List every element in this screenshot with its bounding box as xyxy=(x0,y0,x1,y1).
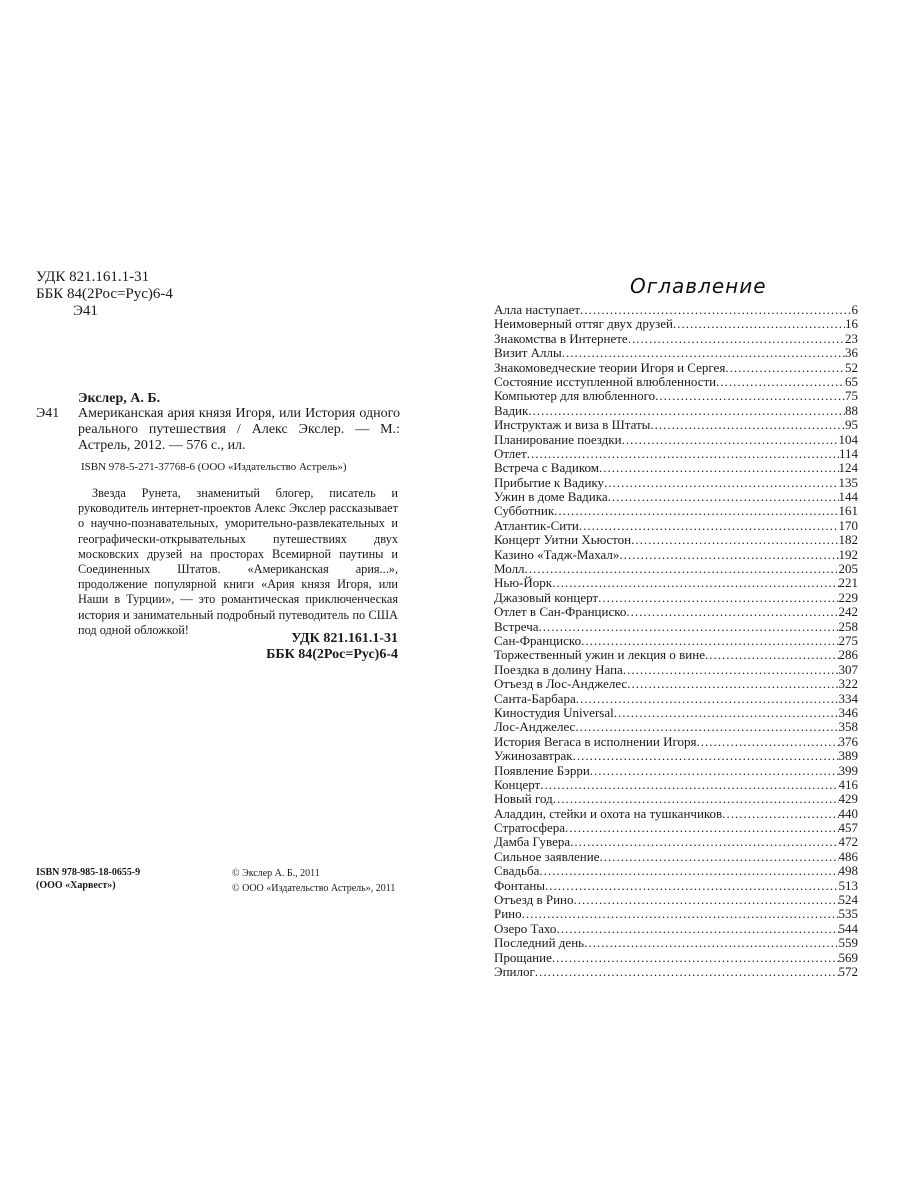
toc-leader-dots xyxy=(565,821,839,835)
isbn-harvest-block xyxy=(36,866,140,892)
toc-entry-title: Эпилог xyxy=(494,964,535,979)
isbn-harvest: ISBN 978-985-18-0655-9 xyxy=(36,867,141,878)
toc-entry-page: 182 xyxy=(838,533,858,548)
toc-entry-title: Стратосфера xyxy=(494,821,565,836)
toc-leader-dots xyxy=(527,447,839,461)
toc-entry-page: 286 xyxy=(838,648,858,663)
toc-entry-title: Субботник xyxy=(494,504,555,519)
toc-leader-dots xyxy=(570,835,838,849)
toc-leader-dots xyxy=(623,663,839,677)
toc-leader-dots xyxy=(576,692,839,706)
toc-entry-page: 75 xyxy=(845,389,858,404)
toc-leader-dots xyxy=(598,591,838,605)
toc-title: Оглавление xyxy=(630,274,767,298)
toc-leader-dots xyxy=(722,807,838,821)
toc-entry xyxy=(494,893,858,907)
toc-entry-page: 440 xyxy=(838,806,858,821)
toc-entry-title: Инструктаж и виза в Штаты xyxy=(494,418,651,433)
toc-entry xyxy=(494,807,858,821)
toc-entry xyxy=(494,519,858,533)
toc-leader-dots xyxy=(539,620,839,634)
toc-leader-dots xyxy=(650,418,845,432)
toc-entry-page: 229 xyxy=(838,590,858,605)
toc-entry xyxy=(494,735,858,749)
toc-entry-title: Рино xyxy=(494,907,522,922)
udk-code: УДК 821.161.1-31 xyxy=(36,269,150,285)
bibliographic-description: Американская ария князя Игоря, или История одного реального путешествия / Алекс Экслер. — М.: Астрель, 2012. — 576 с., ил. xyxy=(78,406,400,453)
toc-entry xyxy=(494,778,858,792)
author-mark: Э41 xyxy=(73,303,98,319)
toc-entry xyxy=(494,792,858,806)
toc-entry xyxy=(494,605,858,619)
toc-leader-dots xyxy=(604,476,838,490)
toc-entry-page: 472 xyxy=(838,835,858,850)
toc-entry-page: 221 xyxy=(838,576,858,591)
toc-entry-title: Фонтаны xyxy=(494,878,546,893)
toc-entry-page: 334 xyxy=(838,691,858,706)
toc-leader-dots xyxy=(575,720,838,734)
toc-entry-page: 52 xyxy=(845,360,858,375)
toc-entry-page: 65 xyxy=(845,374,858,389)
toc-entry-title: Озеро Тахо xyxy=(494,921,557,936)
toc-entry-page: 135 xyxy=(838,475,858,490)
toc-leader-dots xyxy=(627,677,838,691)
toc-entry-page: 358 xyxy=(838,720,858,735)
toc-entry xyxy=(494,907,858,921)
toc-entry-page: 346 xyxy=(838,705,858,720)
toc-leader-dots xyxy=(540,778,838,792)
toc-entry xyxy=(494,576,858,590)
toc-entry xyxy=(494,433,858,447)
toc-entry xyxy=(494,720,858,734)
toc-entry xyxy=(494,476,858,490)
toc-entry-title: Джазовый концерт xyxy=(494,590,599,605)
toc-entry-title: Визит Аллы xyxy=(494,346,562,361)
toc-leader-dots xyxy=(535,965,839,979)
toc-entry xyxy=(494,749,858,763)
udk-block-top xyxy=(36,269,173,320)
toc-entry-page: 569 xyxy=(838,950,858,965)
toc-entry-title: Отъезд в Рино xyxy=(494,893,574,908)
toc-leader-dots xyxy=(673,317,845,331)
toc-entry-title: Лос-Анджелес xyxy=(494,720,576,735)
toc-entry-title: Нью-Йорк xyxy=(494,576,553,591)
toc-entry-title: Сильное заявление xyxy=(494,849,600,864)
toc-leader-dots xyxy=(590,764,839,778)
toc-entry-title: Ужин в доме Вадика xyxy=(494,490,608,505)
toc-leader-dots xyxy=(522,907,839,921)
toc-entry-title: Киностудия Universal xyxy=(494,705,614,720)
toc-entry-title: Знакомоведческие теории Игоря и Сергея xyxy=(494,360,726,375)
toc-entry-page: 36 xyxy=(845,346,858,361)
toc-entry-page: 161 xyxy=(838,504,858,519)
toc-entry-page: 535 xyxy=(838,907,858,922)
toc-entry xyxy=(494,332,858,346)
toc-entry-title: Аладдин, стейки и охота на тушканчиков xyxy=(494,806,723,821)
toc-entry-page: 88 xyxy=(845,403,858,418)
toc-leader-dots xyxy=(528,404,845,418)
toc-entry-page: 486 xyxy=(838,849,858,864)
toc-entry-page: 144 xyxy=(838,490,858,505)
toc-entry-page: 322 xyxy=(838,677,858,692)
toc-entry-page: 170 xyxy=(838,518,858,533)
toc-entry-title: Концерт xyxy=(494,777,541,792)
toc-entry-page: 258 xyxy=(838,619,858,634)
toc-entry xyxy=(494,850,858,864)
annotation: Звезда Рунета, знаменитый блогер, писатель и руководитель интернет-проектов Алекс Экслер рассказывает о научно-познавательных, уморительно-развлекательных и географически-открывательных путешествиях двух московских друзей на просторах Всемирной паутины и Соединенных Штатов. «Американская ария...», продолжение популярной книги «Ария князя Игоря, или Наши в Турции», — это романтическая приключенческая история и занимательный подробный путеводитель по США под одной обложкой! xyxy=(78,486,398,637)
toc-leader-dots xyxy=(696,735,838,749)
toc-entry-title: Встреча xyxy=(494,619,539,634)
toc-entry xyxy=(494,965,858,979)
toc-entry xyxy=(494,677,858,691)
toc-leader-dots xyxy=(574,893,839,907)
publisher-harvest: (ООО «Харвест») xyxy=(36,880,116,891)
toc-entry-title: Сан-Франциско xyxy=(494,633,582,648)
toc-entry xyxy=(494,835,858,849)
toc-entry-page: 307 xyxy=(838,662,858,677)
toc-entry-title: История Вегаса в исполнении Игоря xyxy=(494,734,697,749)
toc-entry-title: Концерт Уитни Хьюстон xyxy=(494,533,632,548)
toc-entry xyxy=(494,404,858,418)
toc-leader-dots xyxy=(599,850,838,864)
toc-leader-dots xyxy=(581,634,838,648)
toc-entry-title: Атлантик-Сити xyxy=(494,518,579,533)
toc-leader-dots xyxy=(539,864,838,878)
toc-entry xyxy=(494,922,858,936)
toc-leader-dots xyxy=(580,303,851,317)
toc-entry-page: 192 xyxy=(838,547,858,562)
toc-leader-dots xyxy=(579,519,839,533)
toc-entry xyxy=(494,317,858,331)
toc-entry xyxy=(494,303,858,317)
bbk-code-bottom: ББК 84(2Рос=Рус)6-4 xyxy=(266,647,398,662)
toc-entry-page: 104 xyxy=(838,432,858,447)
toc-entry xyxy=(494,648,858,662)
toc-entry xyxy=(494,634,858,648)
toc-entry xyxy=(494,389,858,403)
toc-entry xyxy=(494,361,858,375)
toc-entry xyxy=(494,936,858,950)
toc-entry-page: 429 xyxy=(838,792,858,807)
toc-leader-dots xyxy=(584,936,838,950)
toc-entry xyxy=(494,461,858,475)
bbk-code: ББК 84(2Рос=Рус)6-4 xyxy=(36,286,173,302)
toc-leader-dots xyxy=(552,576,838,590)
toc-leader-dots xyxy=(552,951,839,965)
toc-entry-page: 498 xyxy=(838,864,858,879)
toc-leader-dots xyxy=(716,375,845,389)
toc-entry-title: Компьютер для влюбленного xyxy=(494,389,656,404)
toc-leader-dots xyxy=(619,548,838,562)
toc-leader-dots xyxy=(556,922,838,936)
toc-leader-dots xyxy=(545,879,838,893)
toc-entry xyxy=(494,663,858,677)
udk-block-bottom xyxy=(228,631,398,663)
toc-entry xyxy=(494,821,858,835)
toc-entry-page: 399 xyxy=(838,763,858,778)
toc-entry xyxy=(494,346,858,360)
toc-entry-title: Новый год xyxy=(494,792,553,807)
toc-entry xyxy=(494,418,858,432)
table-of-contents xyxy=(494,303,858,979)
toc-leader-dots xyxy=(705,648,839,662)
toc-entry-title: Санта-Барбара xyxy=(494,691,576,706)
toc-entry-title: Казино «Тадж-Махал» xyxy=(494,547,620,562)
toc-entry xyxy=(494,375,858,389)
copyright-block xyxy=(232,866,395,896)
author-name: Экслер, А. Б. xyxy=(78,391,161,406)
toc-entry-title: Торжественный ужин и лекция о вине xyxy=(494,648,705,663)
toc-leader-dots xyxy=(655,389,845,403)
isbn-astrel: ISBN 978-5-271-37768-6 (ООО «Издательство Астрель») xyxy=(81,461,347,473)
toc-entry-page: 6 xyxy=(851,303,858,317)
toc-entry-title: Свадьба xyxy=(494,864,540,879)
toc-entry-page: 16 xyxy=(845,317,858,332)
toc-leader-dots xyxy=(725,361,845,375)
toc-entry xyxy=(494,562,858,576)
copyright-author: © Экслер А. Б., 2011 xyxy=(232,868,320,879)
toc-entry xyxy=(494,490,858,504)
toc-entry xyxy=(494,951,858,965)
toc-leader-dots xyxy=(614,706,839,720)
toc-entry-page: 572 xyxy=(838,964,858,979)
toc-entry-page: 524 xyxy=(838,893,858,908)
toc-leader-dots xyxy=(628,332,845,346)
toc-entry-title: Молл xyxy=(494,562,525,577)
toc-entry-title: Отлет в Сан-Франциско xyxy=(494,605,627,620)
toc-entry xyxy=(494,764,858,778)
toc-entry-page: 457 xyxy=(838,821,858,836)
toc-leader-dots xyxy=(573,749,839,763)
toc-entry xyxy=(494,533,858,547)
toc-entry-title: Дамба Гувера xyxy=(494,835,571,850)
copyright-publisher: © ООО «Издательство Астрель», 2011 xyxy=(232,883,396,894)
toc-leader-dots xyxy=(626,605,838,619)
toc-leader-dots xyxy=(608,490,839,504)
toc-entry xyxy=(494,591,858,605)
toc-entry-page: 513 xyxy=(838,878,858,893)
toc-entry-page: 124 xyxy=(838,461,858,476)
udk-code-bottom: УДК 821.161.1-31 xyxy=(291,631,398,646)
toc-entry-title: Алла наступает xyxy=(494,303,581,317)
toc-entry-page: 416 xyxy=(838,777,858,792)
toc-entry-title: Появление Бэрри xyxy=(494,763,590,778)
toc-entry-title: Прощание xyxy=(494,950,552,965)
toc-entry xyxy=(494,879,858,893)
toc-entry-title: Поездка в долину Напа xyxy=(494,662,623,677)
toc-entry-title: Планирование поездки xyxy=(494,432,622,447)
author-mark-left: Э41 xyxy=(36,406,60,421)
toc-leader-dots xyxy=(525,562,839,576)
toc-entry-page: 242 xyxy=(838,605,858,620)
toc-entry xyxy=(494,504,858,518)
toc-entry-title: Вадик xyxy=(494,403,529,418)
toc-entry-title: Неимоверный оттяг двух друзей xyxy=(494,317,674,332)
toc-entry xyxy=(494,548,858,562)
toc-entry-page: 559 xyxy=(838,936,858,951)
toc-entry-title: Знакомства в Интернете xyxy=(494,331,628,346)
toc-entry xyxy=(494,620,858,634)
toc-entry-title: Ужинозавтрак xyxy=(494,749,573,764)
toc-leader-dots xyxy=(631,533,838,547)
toc-entry xyxy=(494,706,858,720)
toc-entry-page: 275 xyxy=(838,633,858,648)
toc-entry-page: 95 xyxy=(845,418,858,433)
toc-entry-title: Отлет xyxy=(494,446,527,461)
toc-entry-page: 205 xyxy=(838,562,858,577)
toc-entry xyxy=(494,692,858,706)
toc-entry-page: 544 xyxy=(838,921,858,936)
toc-entry-title: Отъезд в Лос-Анджелес xyxy=(494,677,628,692)
toc-leader-dots xyxy=(554,504,838,518)
toc-entry-title: Прибытие к Вадику xyxy=(494,475,605,490)
toc-entry xyxy=(494,447,858,461)
toc-leader-dots xyxy=(553,792,839,806)
toc-leader-dots xyxy=(622,433,839,447)
toc-entry-page: 23 xyxy=(845,331,858,346)
toc-entry-page: 114 xyxy=(838,446,858,461)
toc-entry-title: Встреча с Вадиком xyxy=(494,461,599,476)
toc-entry xyxy=(494,864,858,878)
toc-leader-dots xyxy=(599,461,839,475)
toc-entry-page: 389 xyxy=(838,749,858,764)
toc-entry-page: 376 xyxy=(838,734,858,749)
toc-entry-title: Последний день xyxy=(494,936,585,951)
toc-entry-title: Состояние исступленной влюбленности xyxy=(494,374,717,389)
toc-leader-dots xyxy=(562,346,845,360)
